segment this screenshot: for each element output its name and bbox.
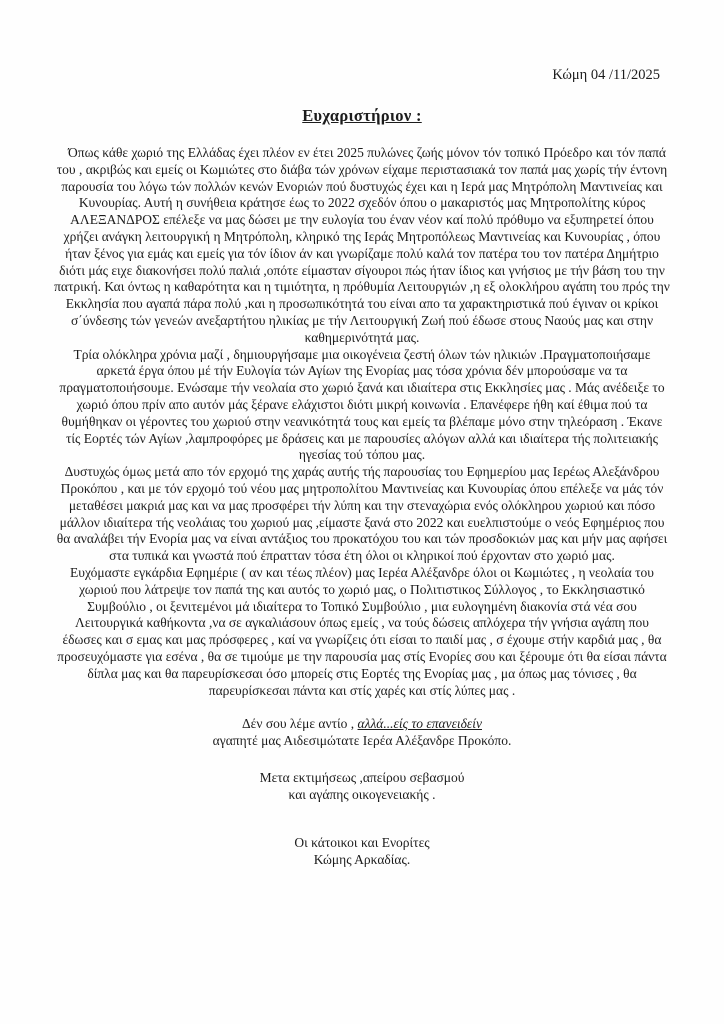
date-line: Κώμη 04 /11/2025 — [552, 67, 660, 83]
farewell-block — [54, 716, 670, 750]
closing-line-2: και αγάπης οικογενειακής . — [288, 786, 436, 802]
paragraph-wishes: Ευχόμαστε εγκάρδια Εφημέριε ( αν και τέως πλέον) μας Ιερέα Αλέξανδρε όλοι οι Κωμιώτες , η νεολαία του χωριού που λάτρεψε τον παπά της και αυτός το χωριό μας, ο Πολιτιστικος Σύλλογος , το Εκκλησιαστικό Συμβούλιο , οι ξενιτεμένοι μά ιδιαίτερα το Τοπικό Συμβούλιο , μια ευλογημένη διακονία στά νέα σου Λειτουργικά καθήκοντα ,να σε αγκαλιάσουν όπως εμείς , να τούς δώσεις απλόχερα τήν γνήσια αγάπη που έδωσες και σ εμας και μας πρόσφερες , καί να γνωρίζεις ότι είσαι το παιδί μας , σ έχουμε στήν καρδιά μας , θα προσευχόμαστε για εσένα , θα σε τιμούμε με την παρουσία μας στίς Ενορίες σου και ξέρουμε ότι θα είσαι πάντα δίπλα μας και θα παρευρίσκεσαι όσο μπορείς στις Εορτές της Ενορίας μας , μα όπως μας τόνισες , θα παρευρίσκεσαι πάντα και στίς χαρές και στίς λύπες μας . — [57, 564, 667, 698]
signature-block — [54, 835, 670, 869]
farewell-prefix: Δέν σου λέμε αντίο , — [242, 716, 358, 732]
signature-line-2: Κώμης Αρκαδίας. — [313, 852, 411, 868]
farewell-line-1 — [54, 716, 670, 733]
closing-line-1: Μετα εκτιμήσεως ,απείρου σεβασμού — [259, 769, 465, 785]
paragraph-intro: Όπως κάθε χωριό της Ελλάδας έχει πλέον εν έτει 2025 πυλώνες ζωής μόνον τόν τοπικό Πρόεδρο και τόν παπά του , ακριβώς και εμείς οι Κωμιώτες στο διάβα τών χρόνων είχαμε περιστασιακά τον παπά μας χωρίς τήν έντονη παρουσία του λόγω τών πολλών κενών Ενοριών πού δυστυχώς έχει και η Ιερά μας Μητρόπολη Μαντινείας και Κυνουρίας. Αυτή η συνήθεια κράτησε έως το 2022 σχεδόν όπου ο μακαριστός μας Μητροπολίτης κύρος ΑΛΕΞΑΝΔΡΟΣ επέλεξε να μας δώσει με την ευλογία του έναν νέον καί πολύ πρόθυμο να εξυπηρετεί όπου χρήζει ανάγκη λειτουργική η Μητρόπολη, κληρικό της Ιεράς Μητροπόλεως Μαντινείας και Κυνουρίας , όπου ήταν ξένος για εμάς και εμείς για τόν ίδιον άν και γνωρίζαμε πολύ καλά τον πατέρα του τον πατέρα Δημήτριο διότι μάς ειχε διακονήσει πολύ παλιά ,οπότε είμασταν σίγουροι πώς ήταν ίδιος και γνήσιος με τήν βάση του την πατρική. Και όντως η καθαρότητα και η τιμιότητα, η πρόθυμία Λειτουργιών ,η εξ ολοκλήρου αγάπη του πρός την Εκκλησία που αγαπά πάρα πολύ ,και η προσωπικότητά του είναι απο τα χαρακτηριστικά πού έγιναν οι κρίκοι σ΄ύνδεσης τών γενεών ανεξαρτήτου ηλικίας με τήν Λειτουργική Ζωή πού έδωσε στους Ναούς μας και στην καθημερινότητά μας. — [54, 145, 670, 345]
paragraph-departure: Δυστυχώς όμως μετά απο τόν ερχομό της χαράς αυτής τής παρουσίας του Εφημερίου μας Ιερέως Αλεξάνδρου Προκόπου , και με τόν ερχομό τού νέου μας μητροπολίτου Μαντινείας και Κυνουρίας όπου επέλεξε να μάς τόν μεταθέσει μακριά μας και να μας προσφέρει τήν λύπη και την στεναχώρια ενός ολόκληρου χωριού και πόσο μάλλον ιδιαίτερα τής νεολάιας του χωριού μας ,είμαστε ξανά στο 2022 και ευελπιστούμε ο νεός Εφημέριος που θα αναλάβει τήν Ενορία μας να είναι αντάξιος του προκατόχου του και τών προσδοκιών μας και μήν μας αφήσει στα τυπικά και γνωστά πού έπρατταν τόσα έτη όλοι οι κληρικοί πού έρχονταν στο χωριό μας. — [56, 464, 668, 564]
farewell-line-2: αγαπητέ μας Αιδεσιμώτατε Ιερέα Αλέξανδρε Προκόπο. — [212, 733, 512, 749]
paragraph-three-years: Τρία ολόκληρα χρόνια μαζί , δημιουργήσαμε μια οικογένεια ζεστή όλων τών ηλικιών .Πραγματοποιήσαμε αρκετά έργα όπου μέ τήν Ευλογία τών Αγίων της Ενορίας μας τόσα χρόνια δέν μπορούσαμε να τα πραγματοποιήσουμε. Ενώσαμε τήν νεολαία στο χωριό ξανά και ιδιαίτερα στις Εκκλησίες μας . Μάς ανέδειξε το χωριό όπου πρίν απο αυτόν μάς ξέρανε ελάχιστοι διότι μικρή κοινωνία . Επανέφερε ήθη καί έθιμα πού τα θυμήθηκαν οι γέροντες του χωριού στην νεανικότητά τους και εμείς τα βλέπαμε μόνο στην τηλεόραση . Έκανε τίς Εορτές τών Αγίων ,λαμπροφόρες με δράσεις και με παρουσίες αλόγων αλλά και ιδιαίτερα τής πολιτειακής ηγεσίας τού τόπου μας. — [59, 346, 665, 463]
document-title: Ευχαριστήριον : — [302, 106, 422, 125]
farewell-underlined-phrase: αλλά...είς το επανειδείν — [357, 716, 482, 732]
closing-block — [54, 770, 670, 804]
letter-body — [54, 145, 670, 869]
signature-line-1: Οι κάτοικοι και Ενορίτες — [294, 835, 430, 851]
